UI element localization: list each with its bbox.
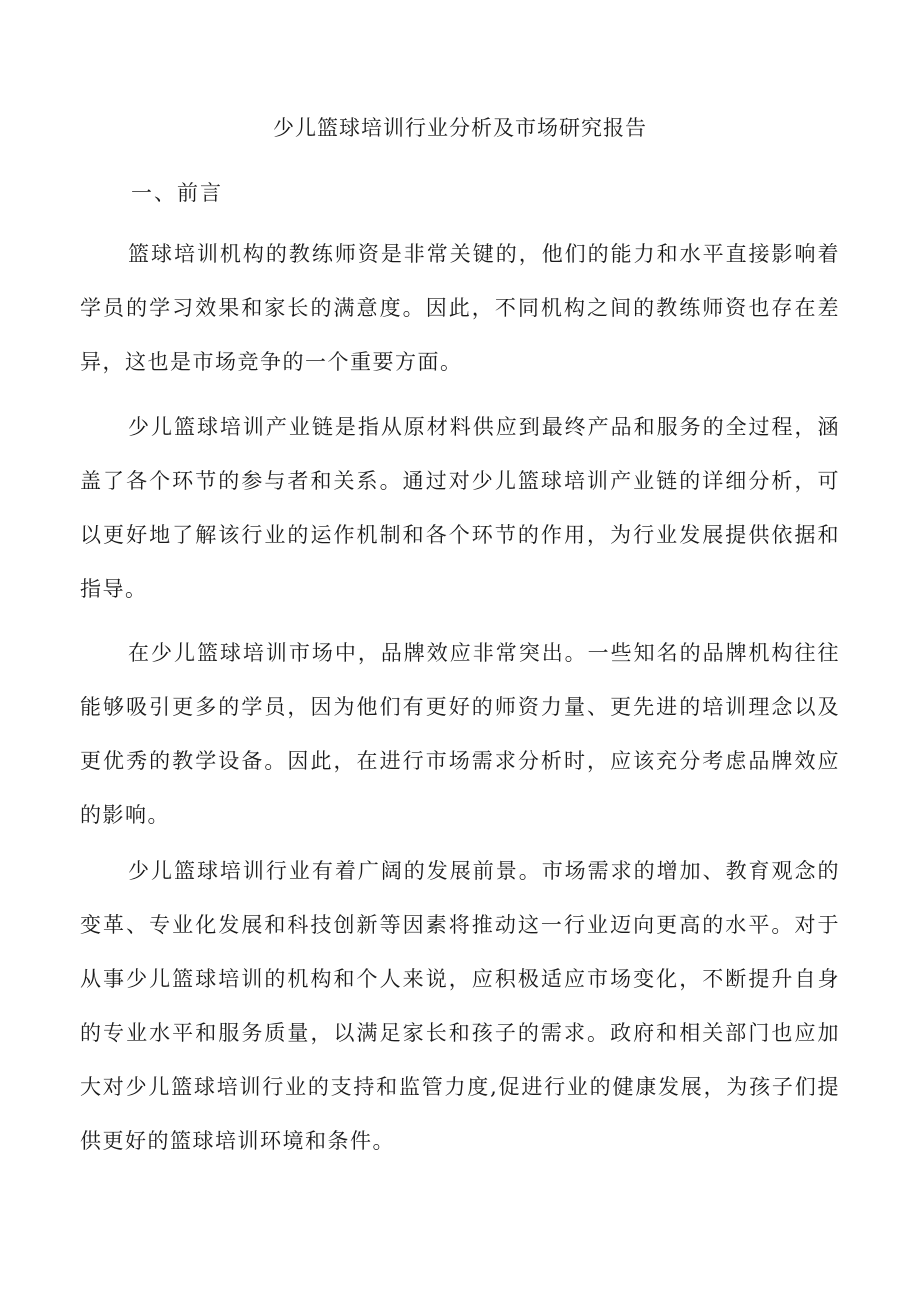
document-title: 少儿篮球培训行业分析及市场研究报告 <box>273 116 647 140</box>
section-heading: 一、前言 <box>131 181 223 205</box>
paragraph: 在少儿篮球培训市场中，品牌效应非常突出。一些知名的品牌机构往往能够吸引更多的学员，因为他们有更好的师资力量、更先进的培训理念以及更优秀的教学设备。因此，在进行市场需求分析时，应该充分考虑品牌效应的影响。 <box>80 641 840 827</box>
paragraph: 篮球培训机构的教练师资是非常关键的，他们的能力和水平直接影响着学员的学习效果和家长的满意度。因此，不同机构之间的教练师资也存在差异，这也是市场竞争的一个重要方面。 <box>80 242 840 374</box>
paragraph: 少儿篮球培训行业有着广阔的发展前景。市场需求的增加、教育观念的变革、专业化发展和科技创新等因素将推动这一行业迈向更高的水平。对于从事少儿篮球培训的机构和个人来说，应积极适应市场变化，不断提升自身的专业水平和服务质量，以满足家长和孩子的需求。政府和相关部门也应加大对少儿篮球培训行业的支持和监管力度,促进行业的健康发展，为孩子们提供更好的篮球培训环境和条件。 <box>80 859 840 1153</box>
paragraph: 少儿篮球培训产业链是指从原材料供应到最终产品和服务的全过程，涵盖了各个环节的参与者和关系。通过对少儿篮球培训产业链的详细分析，可以更好地了解该行业的运作机制和各个环节的作用，为行业发展提供依据和指导。 <box>80 415 840 601</box>
